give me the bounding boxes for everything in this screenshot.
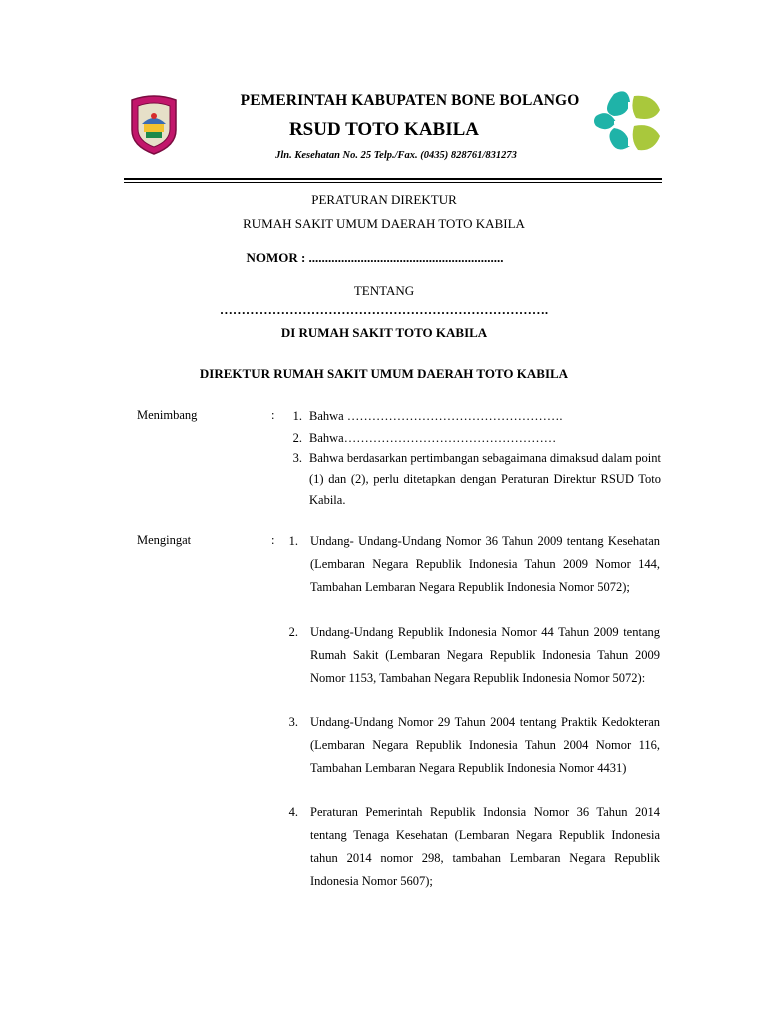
hospital-address: Jln. Kesehatan No. 25 Telp./Fax. (0435) 828761/831273 (275, 150, 517, 161)
mengingat-item-text: Undang-Undang Republik Indonesia Nomor 44 Tahun 2009 tentang Rumah Sakit (Lembaran Negara Republik Indonesia Tahun 2009 Nomor 1153, Tambahan Negara Republik Indonesia Nomor 5072): (310, 625, 660, 685)
director-heading: DIREKTUR RUMAH SAKIT UMUM DAERAH TOTO KABILA (199, 366, 569, 381)
mengingat-item-number: 1. (288, 534, 298, 548)
regulation-title: PERATURAN DIREKTUR (311, 192, 457, 207)
header-divider-thin (124, 182, 662, 183)
subject-placeholder-dots: …………………………………………………………………. (219, 302, 549, 317)
government-name: PEMERINTAH KABUPATEN BONE BOLANGO (240, 92, 580, 109)
mengingat-item-number: 3. (288, 715, 298, 729)
menimbang-item-number: 1. (292, 409, 302, 423)
menimbang-item-number: 3. (292, 451, 302, 465)
mengingat-item-number: 2. (288, 625, 298, 639)
mengingat-label: Mengingat (137, 533, 192, 547)
menimbang-colon: : (271, 408, 275, 422)
menimbang-item-text: Bahwa…………………………………………… (309, 431, 557, 445)
mengingat-item-text: Undang- Undang-Undang Nomor 36 Tahun 2009 tentang Kesehatan (Lembaran Negara Republik Indonesia Tahun 2009 Nomor 144, Tambahan Lembaran Negara Republik Indonesia Nomor 5072); (310, 534, 660, 594)
menimbang-item-text: Bahwa ……………………………………………. (309, 409, 563, 423)
mengingat-colon: : (271, 533, 275, 547)
mengingat-item-number: 4. (288, 805, 298, 819)
regulation-issuer: RUMAH SAKIT UMUM DAERAH TOTO KABILA (243, 216, 525, 231)
mengingat-item-text: Undang-Undang Nomor 29 Tahun 2004 tentang Praktik Kedokteran (Lembaran Negara Republik Indonesia Tahun 2004 Nomor 116, Tambahan Lembaran Negara Republik Indonesia Nomor 4431) (310, 715, 660, 775)
menimbang-item-text: Bahwa berdasarkan pertimbangan sebagaimana dimaksud dalam point (1) dan (2), perlu ditetapkan dengan Peraturan Direktur RSUD Toto Kabila. (309, 451, 661, 507)
header-divider-thick (124, 178, 662, 180)
regulation-subject: DI RUMAH SAKIT TOTO KABILA (280, 325, 488, 340)
hospital-name: RSUD TOTO KABILA (288, 119, 480, 140)
menimbang-item-number: 2. (292, 431, 302, 445)
regulation-number: NOMOR : ............................................................ (246, 250, 504, 265)
menimbang-label: Menimbang (137, 408, 198, 422)
tentang-label: TENTANG (353, 283, 415, 298)
mengingat-item-text: Peraturan Pemerintah Republik Indonsia Nomor 36 Tahun 2014 tentang Tenaga Kesehatan (Lembaran Negara Republik Indonesia tahun 2014 nomor 298, tambahan Lembaran Negara Republik Indonesia Nomor 5607); (310, 805, 660, 888)
